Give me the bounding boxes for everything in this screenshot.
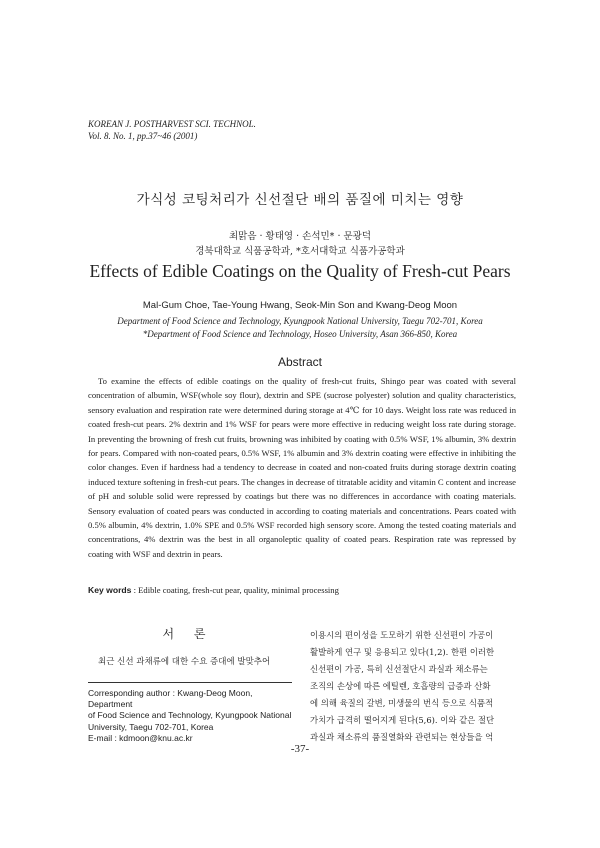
- journal-header: [88, 118, 256, 142]
- journal-name: KOREAN J. POSTHARVEST SCI. TECHNOL.: [88, 119, 256, 129]
- english-affiliations: [0, 315, 600, 341]
- affiliation-1: Department of Food Science and Technology, Kyungpook National University, Taegu 702-701, Korea: [117, 316, 483, 326]
- body-line: 에 의해 육질의 갈변, 미생물의 번식 등으로 식품적: [310, 698, 494, 708]
- corr-email: E-mail : kdmoon@knu.ac.kr: [88, 732, 193, 743]
- affiliation-2: *Department of Food Science and Technology, Hoseo University, Asan 366-850, Korea: [142, 329, 458, 339]
- intro-right-column: [310, 627, 520, 746]
- corr-line-2: of Food Science and Technology, Kyungpook National: [88, 710, 292, 721]
- body-line: 이용시의 편이성을 도모하기 위한 신선편이 가공이: [310, 630, 494, 640]
- body-line: 가치가 급격히 떨어지게 된다(5,6). 이와 같은 절단: [310, 715, 495, 725]
- abstract-text: To examine the effects of edible coatings on the quality of fresh-cut fruits, Shingo pear was coated with several concentration of albumin, WSF(whole soy flour), dextrin and SPE (sucrose polyester) solution and quality characteristics, sensory evaluation and respiration rate were determined during storage at 4℃ for 10 days. Weight loss rate was reduced in coated fresh-cut pears. 2% dextrin and 1% WSF for pears were more effective in reducing weight loss rate during storage. In preventing the browning of fresh cut fruits, browning was inhibited by coating with 0.5% WSF, 1% albumin, 3% dextrin for pears. Compared with non-coated pears, 0.5% WSF, 1% albumin and 3% dextrin coating were effective in inhibiting the color changes. Even if hardness had a tendency to decrease in coated and non-coated fruits during storage dextrin coating induced texture softening in fresh-cut pears. The changes in decrease of titratable acidity and vitamin C content and increase of pH and soluble solid were repressed by coatings but there was no differences in accordance with coating materials. Sensory evaluation of coated pears was conducted in according to coating materials and concentrations. Pears coated with 0.5% albumin, 4% dextrin, 1.0% SPE and 0.5% WSF recorded high sensory score. Among the tested coating materials and concentrations, 4% dextrin was the best in all organoleptic quality of coated pears. Respiration rate was repressed by coating with WSF and dextrin in pears.: [88, 376, 516, 559]
- corr-line-3: University, Taegu 702-701, Korea: [88, 721, 214, 732]
- body-line: 신선편이 가공, 특히 신선절단시 과실과 채소류는: [310, 664, 488, 674]
- abstract-heading: Abstract: [277, 355, 322, 369]
- keywords-label: Key words: [88, 585, 132, 595]
- page-number: -37-: [290, 743, 310, 755]
- body-line: 조직의 손상에 따른 에틸렌, 호흡량의 급증과 산화: [310, 681, 491, 691]
- keywords-text: : Edible coating, fresh-cut pear, quality, minimal processing: [131, 585, 339, 595]
- keywords: [88, 585, 516, 595]
- corresponding-author-footnote: [88, 688, 294, 744]
- english-title: Effects of Edible Coatings on the Quality of Fresh-cut Pears: [89, 261, 511, 281]
- korean-title: 가식성 코팅처리가 신선절단 배의 품질에 미치는 영향: [136, 192, 464, 208]
- english-authors: Mal-Gum Choe, Tae-Young Hwang, Seok-Min Son and Kwang-Deog Moon: [142, 300, 458, 311]
- body-line: 과실과 채소류의 품질열화와 관련되는 현상들을 억: [310, 732, 494, 742]
- korean-affiliation: 경북대학교 식품공학과, *호서대학교 식품가공학과: [195, 246, 405, 257]
- journal-volume: Vol. 8. No. 1, pp.37~46 (2001): [88, 131, 198, 141]
- intro-first-line: 최근 신선 과채류에 대한 수요 증대에 발맞추어: [98, 657, 271, 667]
- corr-line-1: Corresponding author : Kwang-Deog Moon, Department: [88, 688, 253, 710]
- footnote-divider: [88, 682, 292, 683]
- body-line: 활발하게 연구 및 응용되고 있다(1,2). 한편 이러한: [310, 647, 495, 657]
- korean-authors: 최맑음 · 황태영 · 손석민* · 문광덕: [228, 231, 372, 242]
- section-heading-introduction: 서 론: [162, 627, 214, 641]
